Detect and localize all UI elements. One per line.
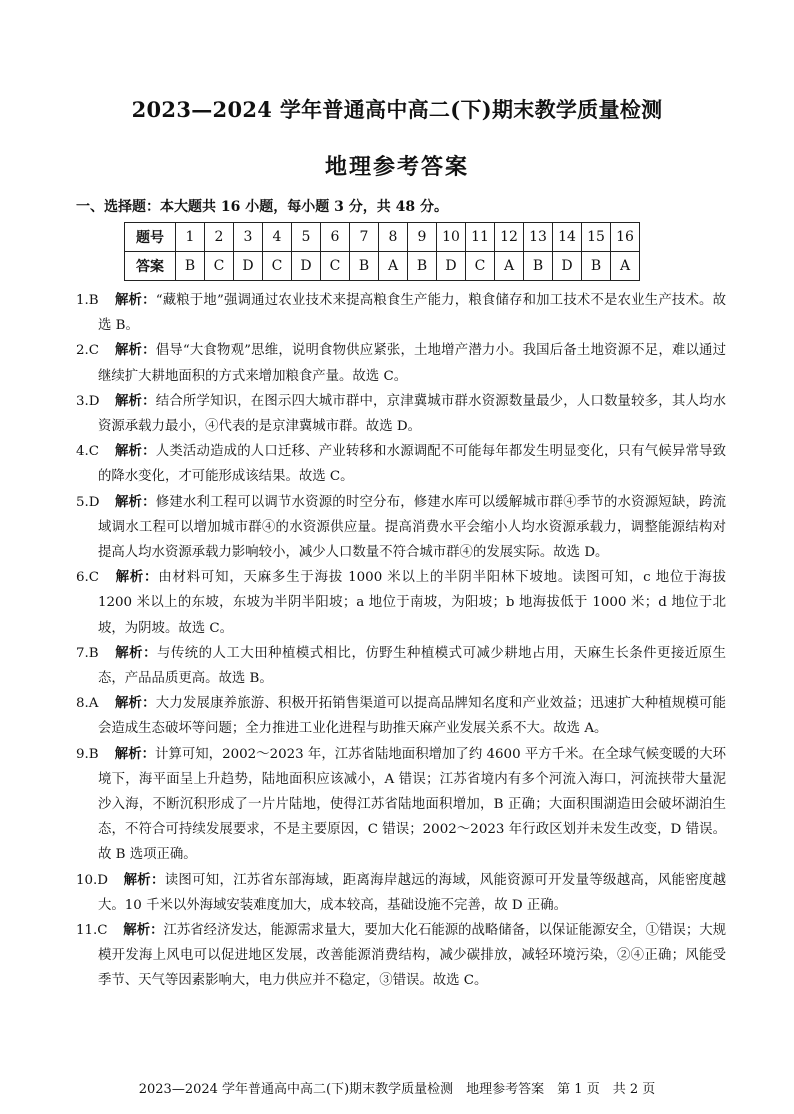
answer-cell: B bbox=[176, 252, 205, 281]
question-number-cell: 6 bbox=[321, 223, 350, 252]
item-text: 倡导“大食物观”思维，说明食物供应紧张，土地增产潜力小。我国后备土地资源不足，难以通过继续扩大耕地面积的方式来增加粮食产量。故选 C。 bbox=[98, 343, 726, 384]
item-label: 解析： bbox=[114, 745, 156, 762]
item-label: 解析： bbox=[114, 292, 156, 308]
item-number: 5. bbox=[76, 494, 89, 510]
question-number-cell: 12 bbox=[495, 223, 524, 252]
document-subtitle: 地理参考答案 bbox=[324, 154, 469, 180]
question-number-cell: 14 bbox=[553, 223, 582, 252]
answer-cell: D bbox=[292, 252, 321, 281]
question-number-cell: 5 bbox=[292, 223, 321, 252]
question-number-cell: 1 bbox=[176, 223, 205, 252]
explanation-item bbox=[76, 565, 726, 641]
explanation-list bbox=[76, 288, 726, 994]
answer-cell: B bbox=[582, 252, 611, 281]
question-number-cell: 2 bbox=[205, 223, 234, 252]
explanation-item bbox=[76, 389, 726, 439]
item-label: 解析： bbox=[114, 342, 156, 359]
answer-cell: A bbox=[379, 252, 408, 281]
explanation-item bbox=[76, 439, 726, 489]
item-number: 3. bbox=[76, 393, 89, 409]
item-text: 人类活动造成的人口迁移、产业转移和水源调配不可能每年都发生明显变化，只有气候异常导致的降水变化，才可能形成该结果。故选 C。 bbox=[98, 444, 727, 485]
question-number-cell: 11 bbox=[466, 223, 495, 252]
item-number: 4. bbox=[76, 444, 89, 460]
answer-cell: C bbox=[321, 252, 350, 281]
answer-cell: A bbox=[495, 252, 524, 281]
item-number: 9. bbox=[76, 746, 89, 762]
item-number: 2. bbox=[76, 343, 89, 359]
answer-cell: D bbox=[553, 252, 582, 281]
explanation-item bbox=[76, 288, 726, 338]
question-number-cell: 13 bbox=[524, 223, 553, 252]
page-footer: 2023—2024 学年普通高中高二(下)期末教学质量检测 地理参考答案 第 1 页 共 2 页 bbox=[138, 1082, 656, 1097]
item-text: 计算可知，2002～2023 年，江苏省陆地面积增加了约 4600 平方千米。在全球气候变暖的大环境下，海平面呈上升趋势，陆地面积应该减小，A 错误；江苏省境内有多个河流入海口，河流挟带大量泥沙入海，不断沉积形成了一片片陆地，使得江苏省陆地面积增加，B 正确；大面积围湖造田会破坏湖泊生态，不符合可持续发展要求，不是主要原因，C 错误；2002～2023 年行政区划并未发生改变，D 错误。故 B 选项正确。 bbox=[98, 746, 726, 863]
question-number-cell: 4 bbox=[263, 223, 292, 252]
question-number-cell: 16 bbox=[611, 223, 640, 252]
answer-table bbox=[124, 222, 640, 281]
question-number-row bbox=[125, 223, 640, 252]
item-label: 解析： bbox=[114, 443, 156, 460]
item-label: 解析： bbox=[123, 922, 164, 939]
question-number-cell: 10 bbox=[437, 223, 466, 252]
item-text: 江苏省经济发达，能源需求量大，要加大化石能源的战略储备，以保证能源安全，①错误；大规模开发海上风电可以促进地区发展，改善能源消费结构，减少碳排放，减轻环境污染，②④正确；风能受季节、天气等因素影响大，电力供应并不稳定，③错误。故选 C。 bbox=[98, 923, 727, 989]
answer-cell: C bbox=[205, 252, 234, 281]
item-answer: C bbox=[88, 570, 100, 586]
section-heading: 一、选择题：本大题共 16 小题，每小题 3 分，共 48 分。 bbox=[76, 199, 448, 215]
item-label: 解析： bbox=[114, 695, 156, 712]
explanation-item bbox=[76, 691, 726, 741]
item-number: 10. bbox=[76, 872, 98, 888]
item-text: “藏粮于地”强调通过农业技术来提高粮食生产能力，粮食储存和加工技术不是农业生产技术。故选 B。 bbox=[98, 293, 726, 334]
row-label-answer: 答案 bbox=[125, 252, 176, 281]
item-answer: C bbox=[97, 923, 108, 939]
question-number-cell: 8 bbox=[379, 223, 408, 252]
item-label: 解析： bbox=[123, 871, 165, 888]
item-text: 修建水利工程可以调节水资源的时空分布，修建水库可以缓解城市群④季节的水资源短缺，跨流域调水工程可以增加城市群④的水资源供应量。提高消费水平会缩小人均水资源承载力，调整能源结构对提高人均水资源承载力影响较小，减少人口数量不符合城市群④的发展实际。故选 D。 bbox=[98, 494, 727, 561]
item-number: 7. bbox=[76, 645, 89, 661]
item-label: 解析： bbox=[114, 569, 159, 586]
page-title: 2023—2024 学年普通高中高二(下)期末教学质量检测 bbox=[131, 97, 663, 122]
item-answer: D bbox=[97, 872, 109, 888]
answer-cell: B bbox=[350, 252, 379, 281]
item-number: 8. bbox=[76, 696, 89, 712]
answer-row bbox=[125, 252, 640, 281]
item-answer: C bbox=[88, 343, 100, 359]
item-answer: C bbox=[88, 444, 100, 460]
explanation-item bbox=[76, 338, 726, 388]
item-answer: B bbox=[88, 746, 99, 762]
question-number-cell: 9 bbox=[408, 223, 437, 252]
answer-cell: B bbox=[408, 252, 437, 281]
answer-cell: D bbox=[437, 252, 466, 281]
answer-cell: B bbox=[524, 252, 553, 281]
answer-cell: D bbox=[234, 252, 263, 281]
explanation-item bbox=[76, 641, 726, 691]
item-answer: B bbox=[88, 293, 99, 308]
answer-cell: A bbox=[611, 252, 640, 281]
answer-cell: C bbox=[263, 252, 292, 281]
item-label: 解析： bbox=[114, 392, 156, 409]
item-text: 由材料可知，天麻多生于海拔 1000 米以上的半阴半阳林下坡地。读图可知，c 地位于海拔 1200 米以上的东坡，东坡为半阴半阳坡；a 地位于南坡，为阳坡；b 地海拔低于 1000 米；d 地位于北坡，为阴坡。故选 C。 bbox=[98, 570, 726, 636]
explanation-item bbox=[76, 742, 726, 868]
explanation-item bbox=[76, 490, 726, 566]
explanation-item bbox=[76, 868, 726, 918]
item-number: 6. bbox=[76, 570, 89, 586]
item-label: 解析： bbox=[114, 644, 157, 661]
question-number-cell: 7 bbox=[350, 223, 379, 252]
item-number: 11. bbox=[76, 923, 98, 939]
item-number: 1. bbox=[76, 293, 89, 308]
item-text: 与传统的人工大田种植模式相比，仿野生种植模式可减少耕地占用，天麻生长条件更接近原生态，产品品质更高。故选 B。 bbox=[98, 645, 727, 687]
item-text: 读图可知，江苏省东部海域，距离海岸越远的海域，风能资源可开发量等级越高，风能密度越大。10 千米以外海域安装难度加大，成本较高，基础设施不完善，故 D 正确。 bbox=[98, 872, 727, 913]
question-number-cell: 3 bbox=[234, 223, 263, 252]
explanation-item bbox=[76, 918, 726, 994]
row-label-question-number: 题号 bbox=[125, 223, 176, 252]
item-answer: D bbox=[88, 494, 100, 510]
answer-cell: C bbox=[466, 252, 495, 281]
item-text: 大力发展康养旅游、积极开拓销售渠道可以提高品牌知名度和产业效益；迅速扩大种植规模可能会造成生态破坏等问题；全力推进工业化进程与助推天麻产业发展关系不大。故选 A。 bbox=[98, 696, 727, 737]
item-answer: B bbox=[88, 645, 99, 661]
item-answer: A bbox=[88, 696, 99, 712]
item-answer: D bbox=[88, 393, 100, 409]
item-label: 解析： bbox=[114, 493, 156, 510]
question-number-cell: 15 bbox=[582, 223, 611, 252]
item-text: 结合所学知识，在图示四大城市群中，京津冀城市群水资源数量最少，人口数量较多，其人均水资源承载力最小，④代表的是京津冀城市群。故选 D。 bbox=[98, 393, 727, 435]
